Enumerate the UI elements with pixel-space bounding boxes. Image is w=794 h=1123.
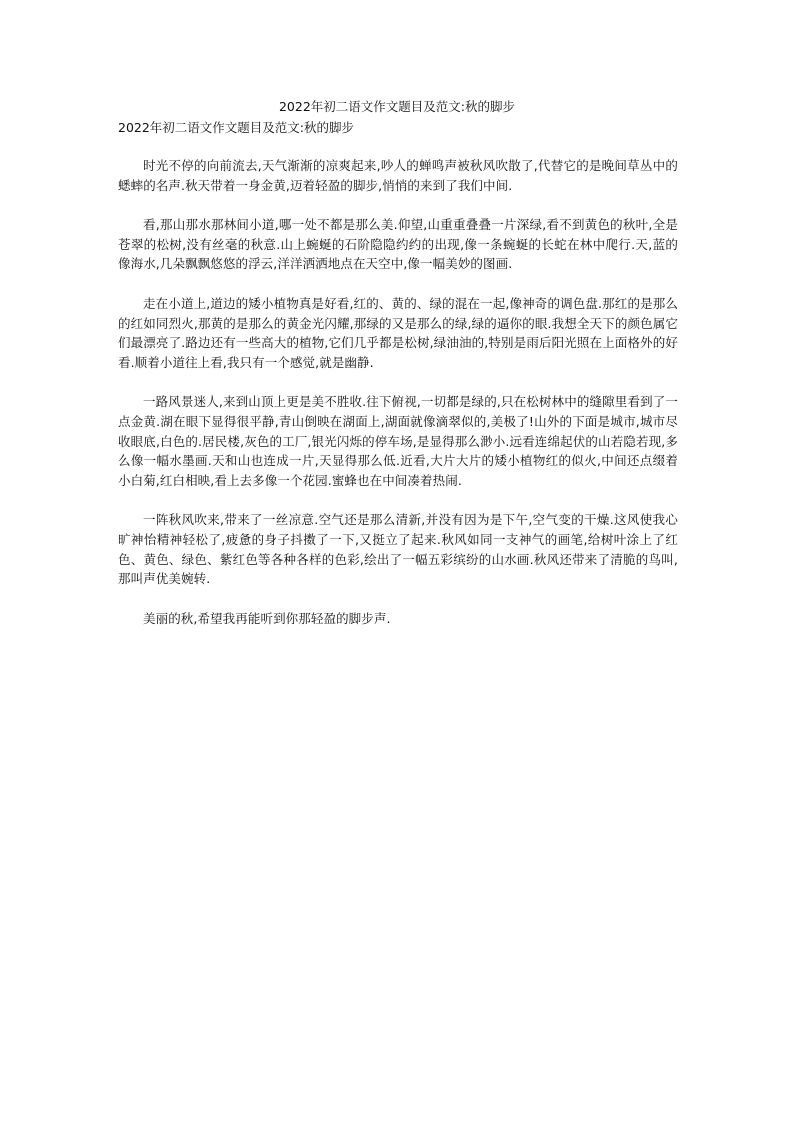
document-body <box>118 156 678 648</box>
paragraph-3: 走在小道上,道边的矮小植物真是好看,红的、黄的、绿的混在一起,像神奇的调色盘.那红的是那么的红如同烈火,那黄的是那么的黄金光闪耀,那绿的又是那么的绿,绿的逼你的眼.我想全天下的颜色属它们最漂亮了.路边还有一些高大的植物,它们几乎都是松树,绿油油的,特别是雨后阳光照在上面格外的好看.顺着小道往上看,我只有一个感觉,就是幽静. <box>118 295 678 370</box>
paragraph-1: 时光不停的向前流去,天气渐渐的凉爽起来,吵人的蝉鸣声被秋风吹散了,代替它的是晚间草丛中的蟋蟀的名声.秋天带着一身金黄,迈着轻盈的脚步,悄悄的来到了我们中间. <box>118 158 678 193</box>
paragraph-4: 一路风景迷人,来到山顶上更是美不胜收.往下俯视,一切都是绿的,只在松树林中的缝隙里看到了一点金黄.湖在眼下显得很平静,青山倒映在湖面上,湖面就像滴翠似的,美极了!山外的下面是城市,城市尽收眼底,白色的.居民楼,灰色的工厂,银光闪烁的停车场,是显得那么渺小.远看连绵起伏的山若隐若现,多么像一幅水墨画.天和山也连成一片,天显得那么低.近看,大片大片的矮小植物红的似火,中间还点缀着小白菊,红白相映,看上去多像一个花园.蜜蜂也在中间凑着热闹. <box>118 394 678 488</box>
paragraph-6: 美丽的秋,希望我再能听到你那轻盈的脚步声. <box>143 610 391 626</box>
document-subtitle: 2022年初二语文作文题目及范文:秋的脚步 <box>118 120 355 135</box>
paragraph-2: 看,那山那水那林间小道,哪一处不都是那么美.仰望,山重重叠叠一片深绿,看不到黄色的秋叶,全是苍翠的松树,没有丝毫的秋意.山上蜿蜒的石阶隐隐约约的出现,像一条蜿蜒的长蛇在林中爬行.天,蓝的像海水,几朵飘飘悠悠的浮云,洋洋洒洒地点在天空中,像一幅美妙的图画. <box>118 217 678 272</box>
document-title: 2022年初二语文作文题目及范文:秋的脚步 <box>278 99 516 114</box>
paragraph-5: 一阵秋风吹来,带来了一丝凉意.空气还是那么清新,并没有因为是下午,空气变的干燥.这风使我心旷神怡精神轻松了,疲惫的身子抖擞了一下,又挺立了起来.秋风如同一支神气的画笔,给树叶涂上了红色、黄色、绿色、紫红色等各种各样的色彩,绘出了一幅五彩缤纷的山水画.秋风还带来了清脆的鸟叫,那叫声优美婉转. <box>118 512 678 587</box>
